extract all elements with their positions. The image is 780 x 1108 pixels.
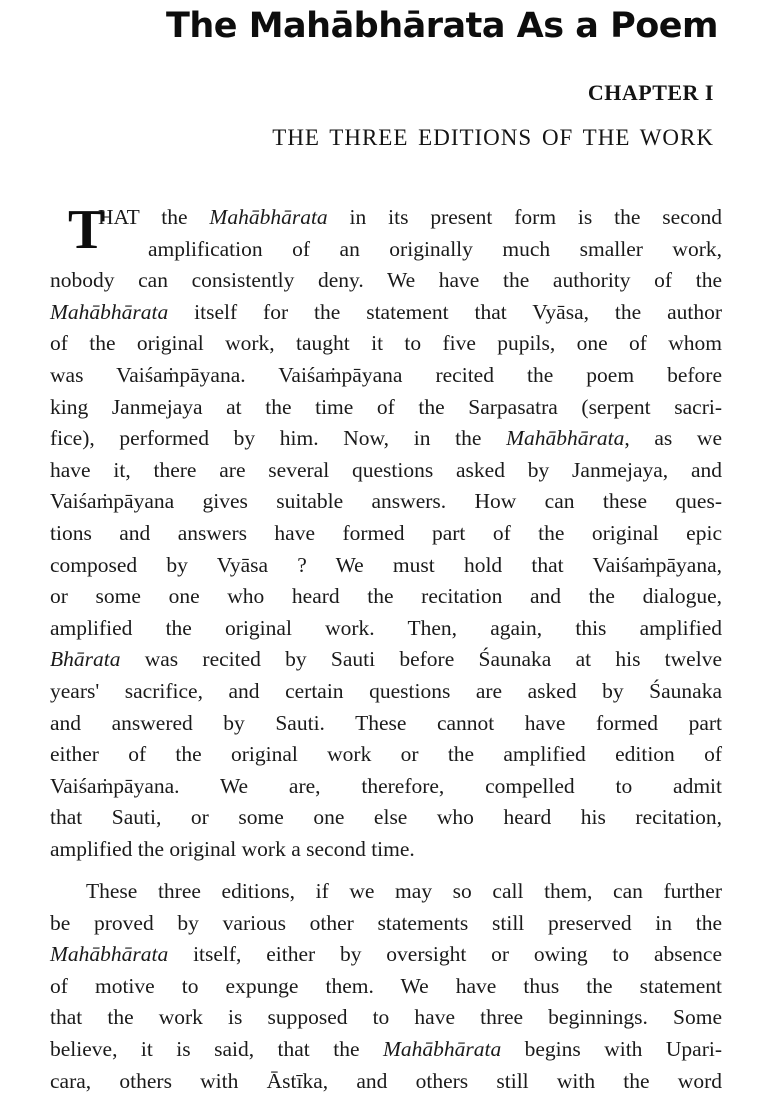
text-run: was Vaiśaṁpāyana. Vaiśaṁpāyana recited the poem before — [50, 362, 722, 387]
text-run: These three editions, if we may so call them, can further — [86, 879, 722, 903]
italic-term: Mahābhārata — [50, 299, 169, 324]
text-line — [50, 234, 722, 266]
text-run: fice), performed by him. Now, in the — [50, 426, 507, 451]
text-run: or some one who heard the recitation and the dialogue, — [50, 584, 722, 609]
text-line — [50, 360, 722, 392]
text-run: Vaiśaṁpāyana. We are, therefore, compelled to admit — [50, 773, 722, 798]
text-line — [50, 802, 722, 834]
text-line — [50, 771, 722, 803]
text-line — [50, 971, 722, 1003]
text-run: king Janmejaya at the time of the Sarpasatra (serpent sacri- — [50, 394, 722, 419]
text-run: amplified the original work. Then, again, this amplified — [50, 615, 722, 640]
text-run: HAT the — [98, 205, 210, 229]
text-line — [50, 455, 722, 487]
text-run: Vaiśaṁpāyana gives suitable answers. How can these ques- — [50, 489, 722, 514]
text-run: that Sauti, or some one else who heard his recitation, — [50, 805, 722, 830]
italic-term: Mahābhārata — [506, 426, 625, 451]
text-line — [50, 676, 722, 708]
text-run: was recited by Sauti before Śaunaka at his twelve — [120, 647, 722, 672]
chapter-label: CHAPTER I — [587, 80, 714, 105]
italic-term: Bhārata — [50, 647, 121, 672]
text-line — [50, 708, 722, 740]
text-line — [50, 518, 722, 550]
text-line — [50, 644, 722, 676]
text-run: itself for the statement that Vyāsa, the author — [168, 299, 722, 324]
text-run: of motive to expunge them. We have thus the statement — [50, 973, 722, 998]
text-line — [50, 423, 722, 455]
text-run: be proved by various other statements still preserved in the — [50, 910, 722, 935]
text-run: , as we — [624, 426, 722, 451]
text-run: amplification of an originally much smaller work, — [148, 236, 722, 261]
text-line — [50, 297, 722, 329]
text-run: composed by Vyāsa ? We must hold that Vaiśaṁpāyana, — [50, 552, 722, 577]
text-line — [50, 908, 722, 940]
text-line — [50, 202, 722, 234]
text-run: cara, others with Āstīka, and others still with the word — [50, 1068, 722, 1093]
text-line — [50, 265, 722, 297]
text-run: believe, it is said, that the — [50, 1036, 383, 1061]
text-line — [50, 939, 722, 971]
text-line — [50, 1034, 722, 1066]
text-line — [50, 834, 722, 866]
text-run: have it, there are several questions asked by Janmejaya, and — [50, 457, 722, 482]
text-run: tions and answers have formed part of the original epic — [50, 520, 722, 545]
italic-term: Mahābhārata — [209, 205, 328, 229]
text-run: in its present form is the second — [327, 205, 722, 229]
text-line — [50, 1002, 722, 1034]
text-line — [50, 328, 722, 360]
text-line — [50, 739, 722, 771]
paragraph-1 — [50, 199, 722, 865]
text-line — [50, 392, 722, 424]
text-run: and answered by Sauti. These cannot have formed part — [50, 710, 722, 735]
text-run: either of the original work or the amplified edition of — [50, 742, 722, 767]
text-run: years' sacrifice, and certain questions are asked by Śaunaka — [50, 678, 722, 703]
text-line — [50, 876, 722, 908]
text-line — [50, 613, 722, 645]
text-line — [50, 550, 722, 582]
chapter-title: THE THREE EDITIONS OF THE WORK — [272, 125, 714, 150]
text-run: amplified the original work a second time. — [50, 836, 415, 861]
text-run: that the work is supposed to have three beginnings. Some — [50, 1005, 722, 1030]
text-line — [50, 1066, 722, 1098]
drop-cap: T — [68, 199, 106, 261]
italic-term: Mahābhārata — [50, 942, 169, 967]
text-run: begins with Upari- — [501, 1036, 722, 1061]
paragraph-2 — [50, 876, 722, 1097]
text-run: itself, either by oversight or owing to absence — [168, 942, 722, 967]
text-line — [50, 486, 722, 518]
text-run: nobody can consistently deny. We have the authority of the — [50, 268, 722, 293]
text-line — [50, 581, 722, 613]
book-title: The Mahābhārata As a Poem — [165, 6, 718, 46]
italic-term: Mahābhārata — [382, 1036, 502, 1061]
text-run: of the original work, taught it to five pupils, one of whom — [50, 331, 722, 356]
